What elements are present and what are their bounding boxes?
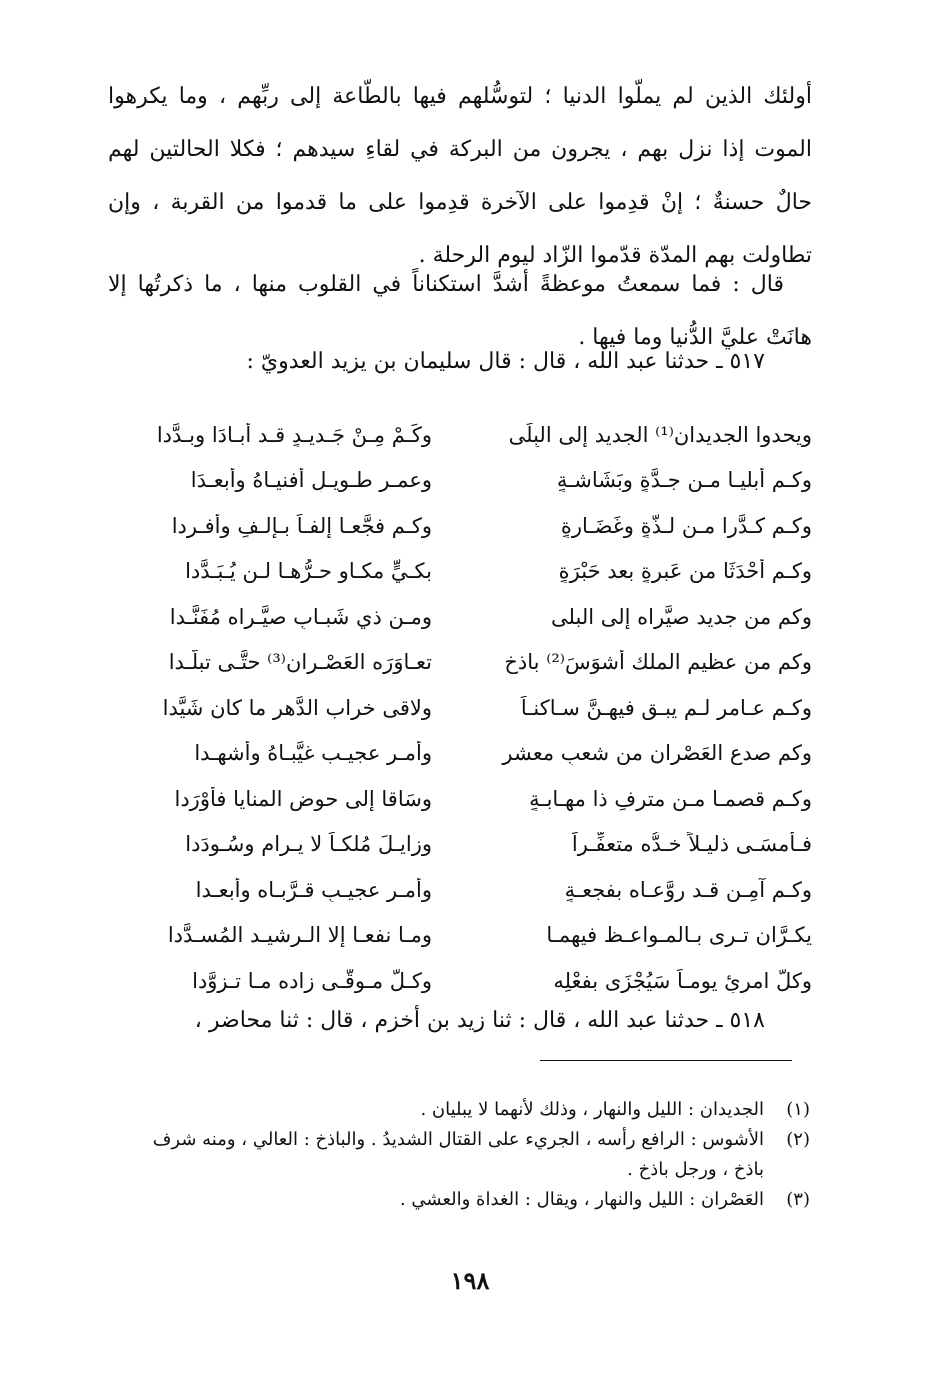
page-number: ١٩٨ — [450, 1266, 490, 1295]
footnote — [130, 1185, 810, 1215]
second-hemistich: وكـم فجَّعـا إلفـاً بـإلـفٍ وأفـردا — [171, 513, 432, 538]
second-hemistich: ومـا نفعـا إلا الـرشيـد المُسـدَّدا — [167, 923, 432, 948]
footnote-number: (٣) — [786, 1189, 810, 1210]
footnote — [130, 1125, 810, 1185]
second-hemistich: وسَاقا إلى حوضِ المنايا فأوْرَدا — [174, 786, 432, 811]
first-hemistich: وكـم عـامرٍ لـم يبـق فيهـنَّ سـاكنـاً — [520, 695, 812, 720]
footnote-number: (٢) — [786, 1129, 810, 1150]
second-hemistich: وكـلٌّ مـوقَّـى زاده مـا تـزوَّدا — [192, 968, 432, 993]
footnote-text: الجديدان : الليل والنهار ، وذلك لأنهما لا يبليان . — [420, 1099, 764, 1120]
footnote-number: (١) — [786, 1099, 810, 1120]
first-hemistich: وكـم أحْدَثَا من عَبرةٍ بعد حَبْرَةٍ — [558, 559, 812, 584]
poem — [108, 412, 812, 1004]
first-hemistich: يكـرَّان تـرى بـالمـواعـظ فيهمـا — [546, 923, 812, 948]
first-hemistich: وكم صدع العَصْران من شعبِ معشرٍ — [502, 741, 812, 766]
first-hemistich: وكم من جديد صيَّراه إلى البلى — [551, 604, 812, 629]
second-hemistich: وزايـلَ مُلكـاً لا يـرام وسُـودَدا — [185, 832, 432, 857]
second-hemistich: ولاقى خراب الدَّهر ما كان شَيَّدا — [162, 695, 432, 720]
footnote-text: الأشوس : الرافع رأسه ، الجريء على القتال الشديدُ . والباذخ : العالي ، ومنه شرف باذخ ، ورجل باذخ . — [152, 1129, 764, 1180]
verse-line — [108, 640, 812, 686]
second-hemistich: وعمـرٍ طـويـلٍ أفنيـاهُ وأبعـدَا — [190, 468, 432, 493]
second-hemistich: وكَـمْ مِـنْ جَـديـدٍ قـد أبـادَا وبـدَّدا — [156, 422, 432, 447]
first-hemistich: وكـم أبليـا مـن جـدَّةٍ وبَشَاشـةٍ — [556, 468, 812, 493]
first-hemistich: وكـم آمِـنٍ قـد روَّعـاه بفجعـةٍ — [564, 877, 812, 902]
second-hemistich: وأمـرِ عجيـب غيَّبـاهُ وأشهـدا — [194, 741, 432, 766]
first-hemistich: وكم من عظيم الملك أشوَسَ⁽²⁾ باذخ — [504, 650, 812, 675]
verse-line — [108, 867, 812, 913]
narration-heading-517: ٥١٧ ـ حدثنا عبد الله ، قال : قال سليمان بن يزيد العدويّ : — [246, 349, 765, 374]
footnotes — [130, 1095, 810, 1215]
first-hemistich: ويحدوا الجديدان⁽¹⁾ الجديد إلى البِلَى — [508, 422, 812, 447]
second-hemistich: بكـيٍّ مكـاوٍ حـرُّهـا لـن يُـبَـدَّدا — [185, 559, 432, 584]
second-hemistich: تعـاوَرَه العَصْـران⁽³⁾ حتَّـى تبلَّـدا — [168, 650, 432, 675]
verse-line — [108, 913, 812, 959]
footnote-text: العَصْران : الليل والنهار ، ويقال : الغداة والعشي . — [399, 1189, 764, 1210]
first-hemistich: وكـم كـدَّرا مـن لـذَّةٍ وغَضَـارةٍ — [560, 513, 812, 538]
first-hemistich: فـأمسَـى ذليـلاً خـدُّه متعفِّـراً — [571, 832, 812, 857]
second-hemistich: وأمـرٍ عجيـبٍ قـرَّبـاه وأبعـدا — [195, 877, 432, 902]
footnote-divider — [540, 1060, 792, 1061]
narration-heading-518: ٥١٨ ـ حدثنا عبد الله ، قال : ثنا زيد بن أخزم ، قال : ثنا محاضر ، — [194, 1008, 765, 1033]
verse-line — [108, 776, 812, 822]
verse-line — [108, 594, 812, 640]
verse-line — [108, 731, 812, 777]
verse-line — [108, 549, 812, 595]
verse-line — [108, 412, 812, 458]
paragraph: قال : فما سمعتُ موعظةً أشدَّ استكناناً في القلوب منها ، ما ذكرتُها إلا هانَتْ عليَّ الدُّنيا وما فيها . — [108, 272, 812, 350]
paragraph: أولئك الذين لم يملّوا الدنيا ؛ لتوسُّلهم فيها بالطّاعة إلى ربِّهم ، وما يكرهوا الموت إذا نزل بهم ، يجرون من البركة في لقاءِ سيدهم ؛ فكلا الحالتين لهم حالٌ حسنةٌ ؛ إنْ قدِموا على الآخرة قدِموا على ما قدموا من القربة ، وإن تطاولت بهم المدّة قدّموا الزّاد ليوم الرحلة . — [108, 84, 812, 268]
first-hemistich: وكـم قصمـا مـن مترفٍ ذا مهـابـةٍ — [529, 786, 812, 811]
verse-line — [108, 458, 812, 504]
first-hemistich: وكلُّ امرِئٍ يومـاً سَيُجْزَى بفعْلِه — [553, 968, 812, 993]
footnote — [130, 1095, 810, 1125]
verse-line — [108, 822, 812, 868]
second-hemistich: ومـن ذي شَبـابٍ صيَّـراه مُفَنَّـدا — [169, 604, 432, 629]
verse-line — [108, 503, 812, 549]
verse-line — [108, 685, 812, 731]
